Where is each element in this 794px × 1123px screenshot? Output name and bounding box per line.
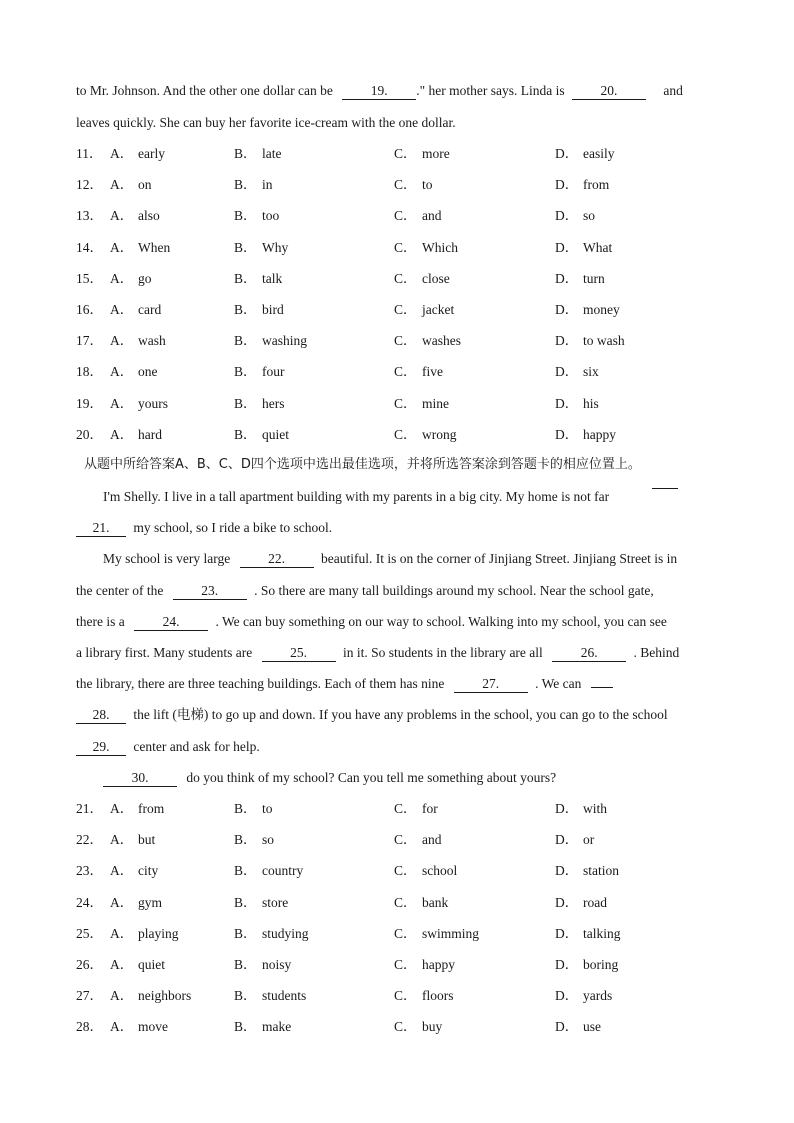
option-text: or (583, 832, 595, 848)
option-b[interactable] (234, 395, 285, 413)
option-letter: D． (555, 988, 579, 1004)
option-text: to (422, 177, 433, 193)
option-letter: D． (555, 832, 579, 848)
option-a[interactable] (110, 207, 160, 225)
answer-blank-19[interactable]: 19. (342, 83, 416, 100)
option-text: swimming (422, 925, 480, 941)
option-text: mine (422, 395, 449, 411)
answer-blank-22[interactable]: 22. (240, 551, 314, 568)
option-d[interactable] (555, 800, 607, 818)
option-text: card (138, 302, 162, 317)
option-b[interactable] (234, 956, 291, 974)
option-d[interactable] (555, 395, 599, 413)
passage-text: ." her mother says. Linda is (416, 83, 565, 98)
option-c[interactable] (394, 395, 449, 413)
option-text: noisy (262, 957, 292, 972)
option-letter: C． (394, 925, 417, 941)
question-number: 15． (76, 270, 103, 286)
option-letter: B． (234, 302, 257, 317)
option-c[interactable] (394, 145, 450, 163)
option-c[interactable] (394, 894, 448, 912)
option-d[interactable] (555, 987, 612, 1005)
option-letter: A． (110, 801, 134, 816)
option-d[interactable] (555, 1018, 601, 1036)
option-text: buy (422, 1019, 443, 1035)
option-text: with (583, 801, 608, 816)
option-letter: C． (394, 270, 417, 286)
option-text: make (262, 1019, 292, 1035)
option-letter: D． (555, 801, 579, 816)
option-d[interactable] (555, 426, 616, 444)
option-b[interactable] (234, 1018, 291, 1036)
option-text: but (138, 832, 156, 848)
option-d[interactable] (555, 956, 618, 974)
option-text: so (262, 832, 275, 848)
option-letter: D． (555, 925, 579, 941)
option-text: also (138, 208, 160, 224)
option-a[interactable] (110, 363, 158, 381)
option-a[interactable] (110, 426, 162, 444)
passage-text: the library, there are three teaching buildings. Each of them has nine (76, 676, 445, 691)
option-text: Why (262, 239, 289, 255)
option-text: hers (262, 395, 285, 411)
option-b[interactable] (234, 207, 279, 225)
option-letter: A． (110, 208, 134, 224)
option-letter: C． (394, 957, 417, 972)
option-c[interactable] (394, 831, 442, 849)
option-text: city (138, 863, 159, 879)
option-c[interactable] (394, 176, 433, 194)
option-d[interactable] (555, 145, 615, 163)
option-d[interactable] (555, 301, 620, 319)
answer-blank-21-lead (652, 488, 678, 489)
question-number: 21． (76, 801, 103, 816)
option-text: jacket (422, 302, 455, 317)
option-text: bird (262, 302, 284, 317)
option-text: close (422, 270, 450, 286)
passage-text: there is a (76, 614, 125, 629)
option-text: so (583, 208, 596, 224)
option-letter: B． (234, 988, 257, 1004)
option-text: washes (422, 333, 461, 349)
option-text: six (583, 364, 599, 380)
question-number: 28． (76, 1019, 103, 1035)
option-b[interactable] (234, 239, 288, 257)
option-letter: B． (234, 1019, 257, 1035)
passage2-line1: I'm Shelly. I live in a tall apartment building with my parents in a big city. My home is not far (103, 489, 610, 504)
option-letter: D． (555, 894, 579, 910)
option-a[interactable] (110, 862, 158, 880)
option-text: five (422, 364, 443, 380)
option-c[interactable] (394, 426, 457, 444)
option-letter: D． (555, 302, 579, 317)
question-number: 26． (76, 957, 103, 972)
question-number: 19． (76, 395, 103, 411)
option-text: washing (262, 333, 307, 349)
passage-text: my school, so I ride a bike to school. (133, 520, 333, 535)
option-letter: D． (555, 395, 579, 411)
question-number: 18． (76, 364, 103, 380)
option-c[interactable] (394, 363, 443, 381)
option-a[interactable] (110, 176, 152, 194)
option-letter: C． (394, 863, 417, 879)
option-text: What (583, 239, 613, 255)
option-text: bank (422, 894, 449, 910)
option-text: turn (583, 270, 605, 286)
answer-blank-23[interactable]: 23. (173, 583, 247, 600)
option-letter: A． (110, 1019, 134, 1035)
option-letter: A． (110, 270, 134, 286)
option-text: Which (422, 239, 458, 255)
question-number: 17． (76, 333, 103, 349)
passage-text: . So there are many tall buildings around my school. Near the school gate, (254, 583, 654, 598)
option-letter: C． (394, 395, 417, 411)
option-letter: C． (394, 988, 417, 1004)
option-letter: A． (110, 177, 134, 193)
option-a[interactable] (110, 1018, 168, 1036)
option-text: from (583, 177, 610, 193)
option-d[interactable] (555, 894, 607, 912)
option-a[interactable] (110, 145, 165, 163)
option-b[interactable] (234, 894, 288, 912)
option-text: quiet (262, 426, 289, 442)
option-letter: D． (555, 364, 579, 380)
passage2-line3 (103, 550, 677, 568)
option-letter: B． (234, 395, 257, 411)
passage-text: and (663, 83, 683, 98)
question-number: 13． (76, 208, 103, 224)
answer-blank-30[interactable]: 30. (103, 770, 177, 787)
option-letter: C． (394, 426, 417, 442)
question-number: 24． (76, 894, 103, 910)
option-b[interactable] (234, 426, 289, 444)
answer-blank-26[interactable]: 26. (552, 645, 626, 662)
option-d[interactable] (555, 332, 625, 350)
option-letter: B． (234, 270, 257, 286)
question-number: 20． (76, 426, 103, 442)
passage-text: . Behind (633, 645, 680, 660)
option-text: playing (138, 925, 179, 941)
option-letter: C． (394, 302, 417, 317)
answer-blank-25[interactable]: 25. (262, 645, 336, 662)
option-text: more (422, 146, 450, 161)
option-letter: A． (110, 395, 134, 411)
option-text: store (262, 894, 289, 910)
option-a[interactable] (110, 894, 162, 912)
option-b[interactable] (234, 176, 273, 194)
option-letter: A． (110, 239, 134, 255)
option-c[interactable] (394, 987, 454, 1005)
option-b[interactable] (234, 862, 303, 880)
option-a[interactable] (110, 395, 168, 413)
passage-text: the center of the (76, 583, 164, 598)
option-c[interactable] (394, 332, 461, 350)
option-letter: C． (394, 333, 417, 349)
option-letter: D． (555, 146, 579, 161)
option-text: gym (138, 894, 163, 910)
option-d[interactable] (555, 270, 605, 288)
option-letter: C． (394, 146, 417, 161)
option-letter: C． (394, 1019, 417, 1035)
passage-text: to Mr. Johnson. And the other one dollar can be (76, 83, 333, 98)
option-letter: A． (110, 925, 134, 941)
option-letter: B． (234, 177, 257, 193)
question-number: 22． (76, 832, 103, 848)
option-letter: A． (110, 426, 134, 442)
option-d[interactable] (555, 176, 609, 194)
option-c[interactable] (394, 862, 457, 880)
passage2-line10 (103, 769, 556, 787)
passage-text: . We can buy something on our way to school. Walking into my school, you can see (215, 614, 667, 629)
option-letter: D． (555, 957, 579, 972)
passage-text: a library first. Many students are (76, 645, 253, 660)
option-letter: A． (110, 988, 134, 1004)
option-a[interactable] (110, 987, 191, 1005)
option-letter: B． (234, 894, 257, 910)
option-text: to (262, 801, 273, 816)
option-text: road (583, 894, 607, 910)
option-letter: C． (394, 894, 417, 910)
option-letter: D． (555, 333, 579, 349)
option-c[interactable] (394, 1018, 442, 1036)
option-letter: B． (234, 832, 257, 848)
option-c[interactable] (394, 270, 450, 288)
passage-text: the lift (电梯) to go up and down. If you have any problems in the school, you can go to the school (133, 707, 668, 722)
option-text: school (422, 863, 458, 879)
option-text: talking (583, 925, 621, 941)
passage2-line7 (76, 675, 613, 693)
option-a[interactable] (110, 301, 161, 319)
option-d[interactable] (555, 925, 621, 943)
option-letter: A． (110, 333, 134, 349)
option-d[interactable] (555, 862, 619, 880)
option-text: wash (138, 333, 166, 349)
option-d[interactable] (555, 207, 595, 225)
option-text: go (138, 270, 152, 286)
option-text: yours (138, 395, 168, 411)
question-number: 11． (76, 146, 103, 161)
option-a[interactable] (110, 332, 166, 350)
option-letter: A． (110, 146, 134, 161)
option-c[interactable] (394, 301, 454, 319)
passage-text: beautiful. It is on the corner of Jinjiang Street. Jinjiang Street is in (320, 551, 678, 566)
question-number: 27． (76, 988, 103, 1004)
option-d[interactable] (555, 363, 599, 381)
option-d[interactable] (555, 831, 594, 849)
option-a[interactable] (110, 925, 179, 943)
option-d[interactable] (555, 239, 612, 257)
option-letter: A． (110, 364, 134, 380)
option-text: on (138, 177, 152, 193)
option-text: too (262, 208, 280, 224)
passage2-line5 (76, 613, 667, 631)
option-letter: B． (234, 801, 257, 816)
option-text: talk (262, 270, 283, 286)
option-letter: D． (555, 426, 579, 442)
section-instruction: 从题中所给答案A、B、C、D四个选项中选出最佳选项，并将所选答案涂到答题卡的相应位置上。 (84, 457, 641, 472)
question-number: 16． (76, 302, 103, 317)
option-text: country (262, 863, 304, 879)
option-b[interactable] (234, 332, 307, 350)
option-text: early (138, 146, 165, 161)
answer-blank-20[interactable]: 20. (572, 83, 646, 100)
option-text: happy (422, 957, 455, 972)
option-c[interactable] (394, 239, 458, 257)
option-text: late (262, 146, 282, 161)
option-letter: A． (110, 832, 134, 848)
option-letter: B． (234, 239, 257, 255)
option-text: move (138, 1019, 168, 1035)
option-b[interactable] (234, 363, 285, 381)
option-letter: B． (234, 364, 257, 380)
option-text: floors (422, 988, 454, 1004)
option-text: When (138, 239, 171, 255)
option-letter: C． (394, 832, 417, 848)
option-letter: D． (555, 208, 579, 224)
passage-text: My school is very large (103, 551, 231, 566)
option-text: happy (583, 426, 616, 442)
answer-blank-21[interactable]: 21. (76, 520, 126, 537)
option-a[interactable] (110, 239, 170, 257)
question-number: 25． (76, 925, 103, 941)
option-letter: C． (394, 177, 417, 193)
answer-blank-27[interactable]: 27. (454, 676, 528, 693)
answer-blank-24[interactable]: 24. (134, 614, 208, 631)
option-letter: C． (394, 364, 417, 380)
option-text: studying (262, 925, 309, 941)
option-letter: B． (234, 426, 257, 442)
passage-text: . We can (535, 676, 582, 691)
option-letter: B． (234, 208, 257, 224)
answer-blank-29[interactable]: 29. (76, 739, 126, 756)
option-text: in (262, 177, 273, 193)
option-text: to wash (583, 333, 625, 349)
passage-text: center and ask for help. (133, 739, 260, 754)
answer-blank-28[interactable]: 28. (76, 707, 126, 724)
option-text: wrong (422, 426, 457, 442)
option-text: students (262, 988, 307, 1004)
option-letter: D． (555, 863, 579, 879)
option-letter: C． (394, 801, 417, 816)
option-letter: D． (555, 1019, 579, 1035)
option-b[interactable] (234, 145, 282, 163)
option-text: four (262, 364, 285, 380)
option-b[interactable] (234, 270, 282, 288)
option-letter: B． (234, 333, 257, 349)
option-c[interactable] (394, 800, 438, 818)
option-b[interactable] (234, 800, 273, 818)
passage2-line4 (76, 582, 654, 600)
option-text: yards (583, 988, 613, 1004)
passage1-line2: leaves quickly. She can buy her favorite ice-cream with the one dollar. (76, 115, 456, 130)
option-text: money (583, 302, 620, 317)
option-letter: A． (110, 957, 134, 972)
option-a[interactable] (110, 270, 152, 288)
option-text: easily (583, 146, 615, 161)
question-number: 12． (76, 177, 103, 193)
passage1-line1 (76, 82, 683, 100)
option-text: his (583, 395, 599, 411)
option-text: from (138, 801, 165, 816)
passage2-line9 (76, 738, 260, 756)
option-a[interactable] (110, 831, 155, 849)
option-letter: B． (234, 863, 257, 879)
option-letter: A． (110, 894, 134, 910)
option-b[interactable] (234, 301, 284, 319)
option-letter: B． (234, 925, 257, 941)
option-letter: C． (394, 239, 417, 255)
option-b[interactable] (234, 925, 309, 943)
option-a[interactable] (110, 800, 164, 818)
option-text: and (422, 208, 442, 224)
passage-text: do you think of my school? Can you tell me something about yours? (186, 770, 557, 785)
option-text: quiet (138, 957, 165, 972)
option-text: boring (583, 957, 619, 972)
option-letter: A． (110, 302, 134, 317)
option-b[interactable] (234, 987, 306, 1005)
option-letter: C． (394, 208, 417, 224)
option-letter: A． (110, 863, 134, 879)
option-text: hard (138, 426, 162, 442)
question-number: 14． (76, 239, 103, 255)
question-number: 23． (76, 863, 103, 879)
option-c[interactable] (394, 956, 455, 974)
passage2-line8 (76, 706, 668, 724)
option-letter: B． (234, 146, 257, 161)
option-b[interactable] (234, 831, 274, 849)
answer-blank-28-lead (591, 687, 613, 688)
option-text: and (422, 832, 442, 848)
option-text: for (422, 801, 438, 816)
passage2-line2 (76, 519, 332, 537)
passage-text: in it. So students in the library are all (342, 645, 543, 660)
option-letter: D． (555, 270, 579, 286)
option-c[interactable] (394, 207, 442, 225)
option-text: one (138, 364, 158, 380)
option-letter: D． (555, 239, 579, 255)
option-text: use (583, 1019, 601, 1035)
option-text: neighbors (138, 988, 192, 1004)
option-text: station (583, 863, 619, 879)
option-c[interactable] (394, 925, 479, 943)
option-letter: B． (234, 957, 257, 972)
passage2-line6 (76, 644, 679, 662)
option-letter: D． (555, 177, 579, 193)
option-a[interactable] (110, 956, 165, 974)
